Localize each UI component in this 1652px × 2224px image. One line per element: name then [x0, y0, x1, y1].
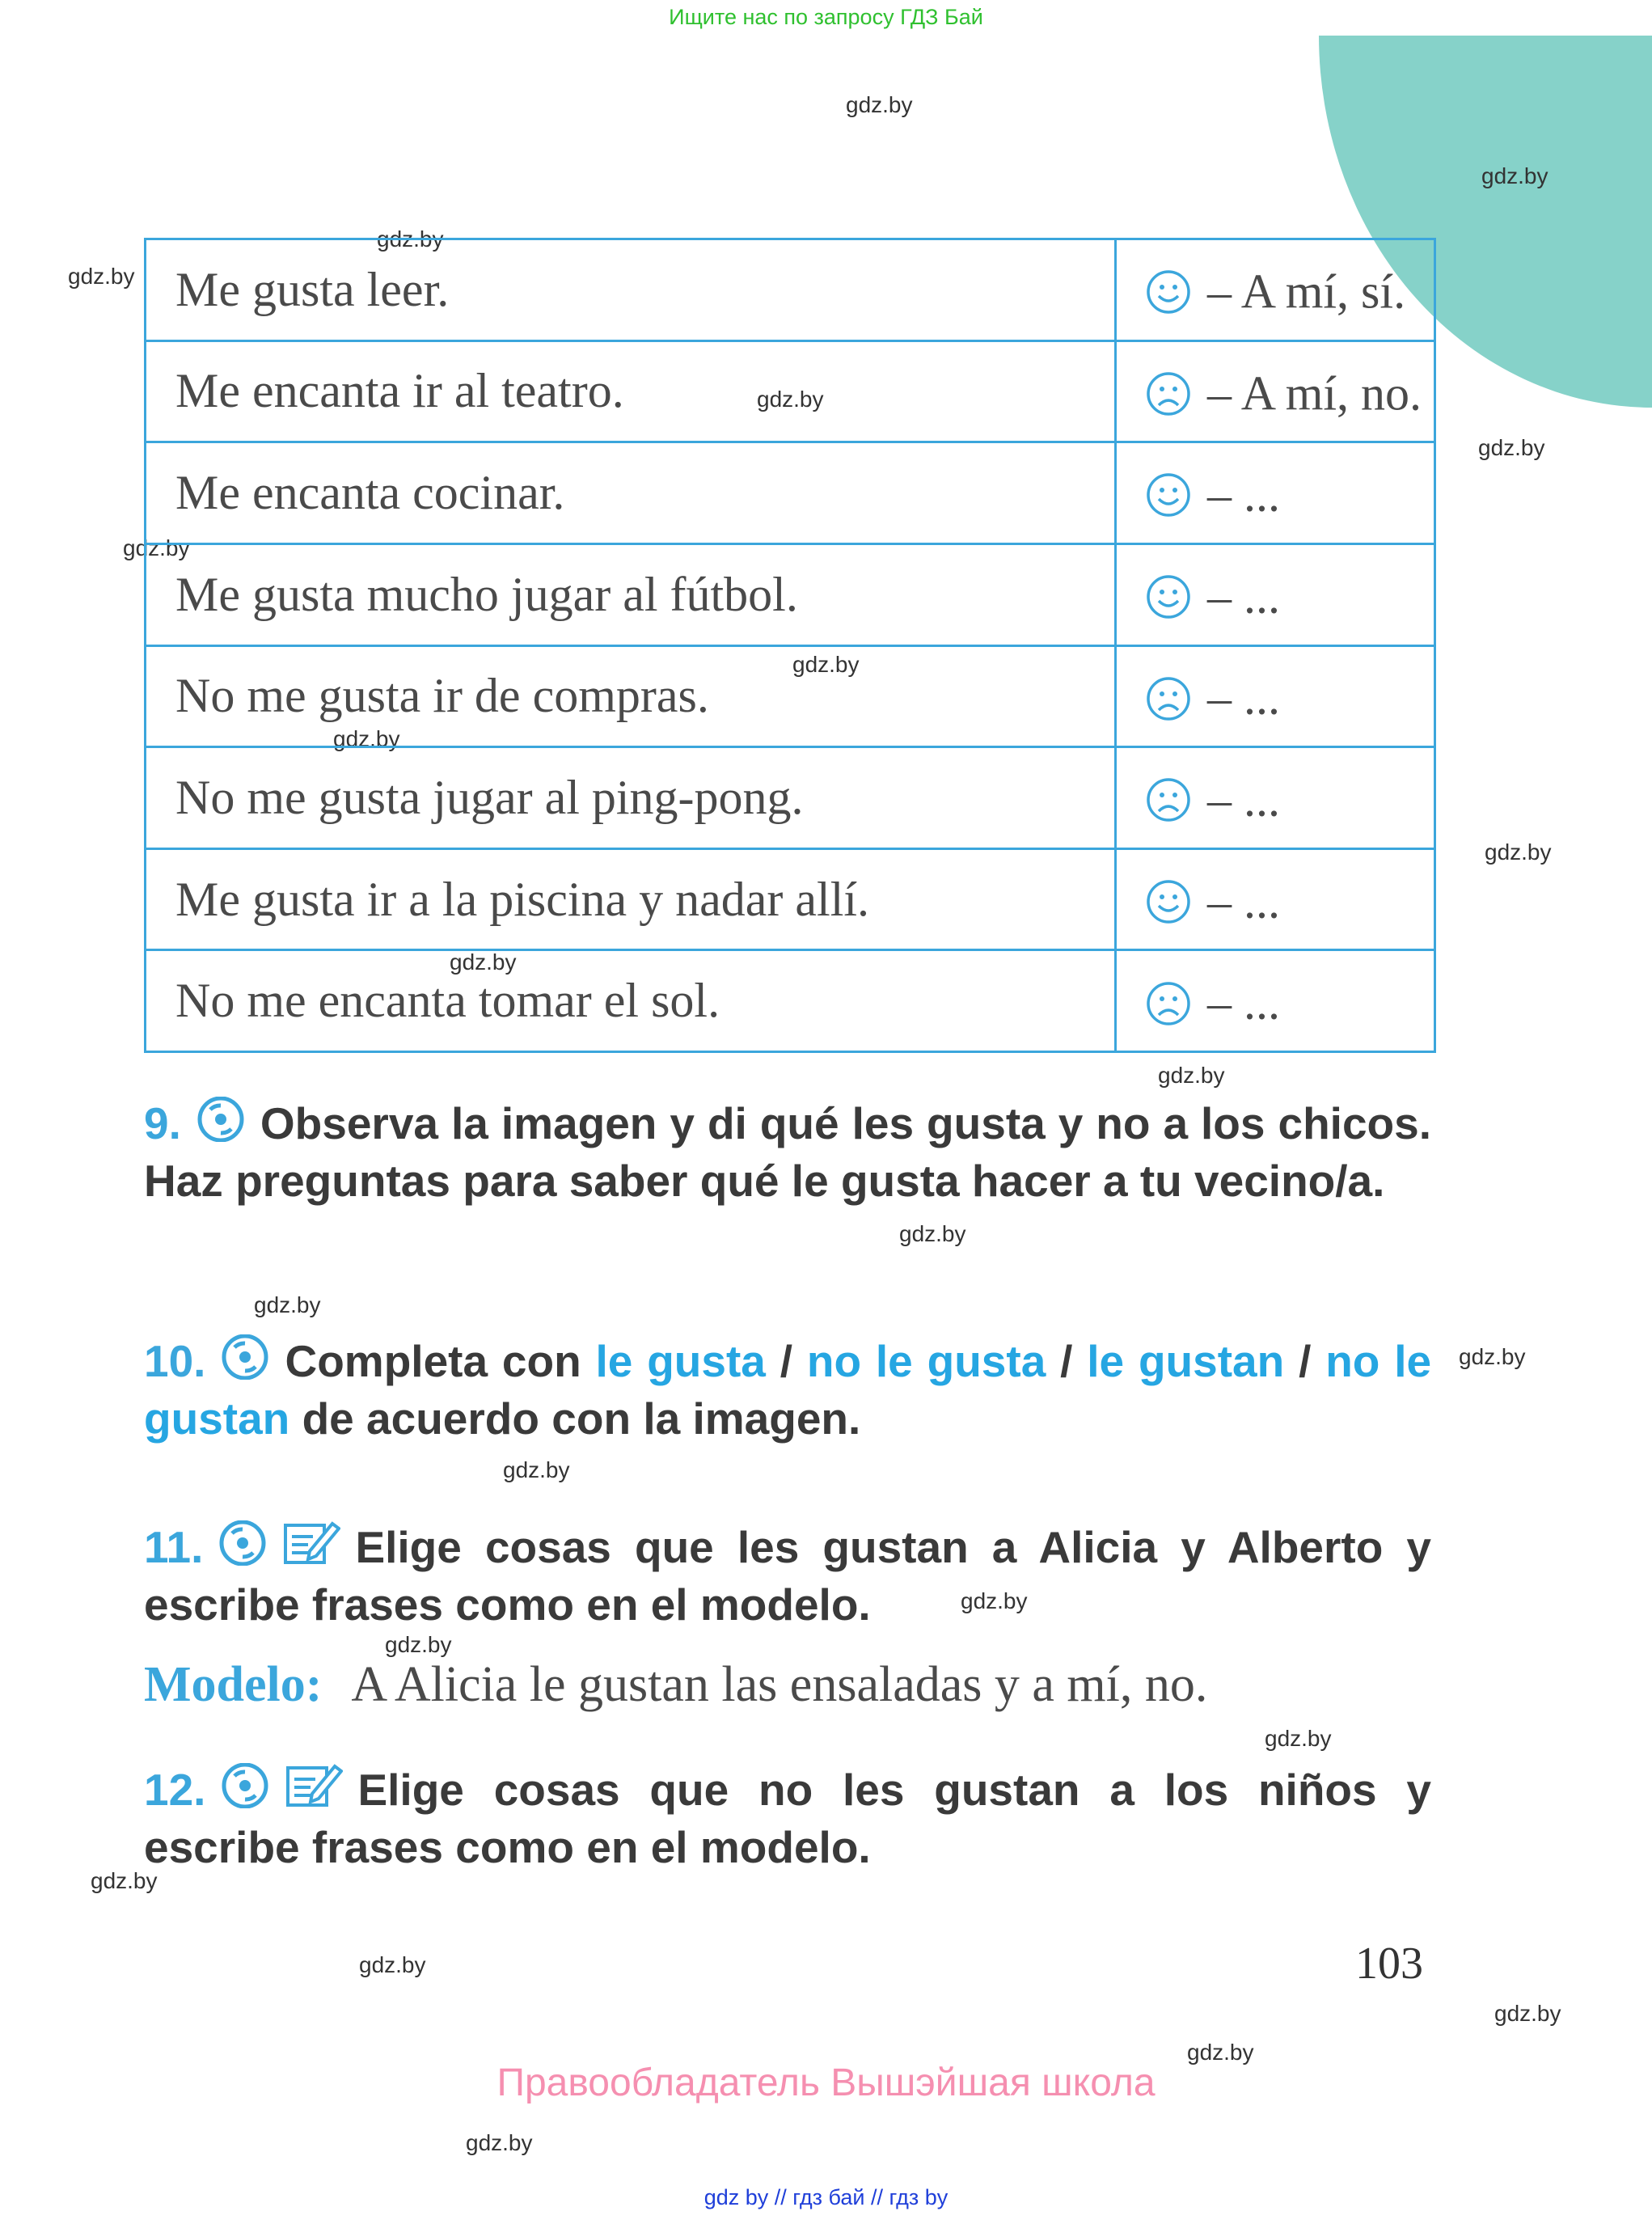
model-text: A Alicia le gustan las ensaladas y a mí, no.	[351, 1657, 1208, 1712]
smile-icon	[1146, 565, 1207, 619]
watermark: gdz.by	[450, 949, 517, 975]
task-11	[144, 1519, 1431, 1632]
watermark: gdz.by	[359, 1952, 426, 1977]
watermark: gdz.by	[1187, 2040, 1254, 2065]
response-text: – ...	[1207, 976, 1280, 1030]
watermark: gdz.by	[961, 1588, 1028, 1613]
task-text: Completa con	[285, 1336, 581, 1386]
response-cell	[1116, 543, 1435, 645]
response-cell	[1116, 747, 1435, 849]
response-cell	[1116, 950, 1435, 1052]
watermark: gdz.by	[377, 226, 444, 252]
separator: /	[1060, 1336, 1073, 1386]
phrase-cell: No me encanta tomar el sol.	[146, 950, 1116, 1052]
task-9	[144, 1097, 1431, 1208]
response-text: – ...	[1207, 671, 1280, 725]
task-text: de acuerdo con la imagen.	[302, 1393, 861, 1444]
frown-icon	[1146, 666, 1207, 720]
response-cell	[1116, 645, 1435, 747]
task-text: Observa la imagen y di qué les gusta y no a los chicos. Haz preguntas para saber qué le gusta hacer a tu vecino/a.	[144, 1098, 1431, 1206]
option-no-le-gustan: no le gustan	[144, 1336, 1432, 1444]
watermark: gdz.by	[846, 92, 913, 117]
table-row	[146, 645, 1435, 747]
task-number: 11.	[144, 1522, 204, 1572]
watermark: gdz.by	[1158, 1063, 1225, 1088]
smile-icon	[1146, 870, 1207, 924]
watermark: gdz.by	[503, 1457, 570, 1482]
watermark: gdz.by	[254, 1292, 321, 1317]
separator: /	[780, 1336, 793, 1386]
table-row	[146, 340, 1435, 442]
option-le-gusta: le gusta	[595, 1336, 766, 1386]
response-text: – A mí, no.	[1207, 366, 1422, 421]
response-text: – A mí, sí.	[1207, 264, 1406, 319]
phrase-cell: Me gusta leer.	[146, 239, 1116, 341]
watermark: gdz.by	[123, 535, 190, 560]
table-row	[146, 950, 1435, 1052]
table-row	[146, 543, 1435, 645]
cd-icon	[196, 1097, 246, 1154]
table-row	[146, 239, 1435, 341]
option-le-gustan: le gustan	[1087, 1336, 1285, 1386]
watermark: gdz.by	[1265, 1726, 1332, 1751]
watermark: gdz.by	[1494, 2001, 1561, 2026]
write-icon	[285, 1761, 343, 1820]
response-text: – ...	[1207, 772, 1280, 827]
watermark: gdz.by	[333, 726, 400, 751]
watermark: gdz.by	[1478, 435, 1545, 460]
watermark: gdz.by	[91, 1868, 158, 1893]
separator: /	[1299, 1336, 1312, 1386]
response-text: – ...	[1207, 569, 1280, 624]
watermark: gdz.by	[68, 264, 135, 289]
task-number: 12.	[144, 1765, 206, 1815]
phrase-cell: Me encanta cocinar.	[146, 442, 1116, 544]
copyright-holder: Правообладатель Вышэйшая школа	[496, 2061, 1156, 2104]
task-12	[144, 1761, 1431, 1875]
write-icon	[282, 1519, 340, 1578]
response-cell	[1116, 239, 1435, 341]
task-text: Elige cosas que no les gustan a los niños y escribe frases como en el modelo.	[144, 1765, 1431, 1872]
bottom-links[interactable]: gdz by // гдз бай // гдз by	[703, 2185, 949, 2209]
smile-icon	[1146, 260, 1207, 314]
response-cell	[1116, 340, 1435, 442]
task-text: Elige cosas que les gustan a Alicia y Alberto y escribe frases como en el modelo.	[144, 1522, 1431, 1630]
watermark: gdz.by	[792, 652, 860, 677]
task-number: 9.	[144, 1098, 181, 1148]
task-10	[144, 1334, 1431, 1446]
frown-icon	[1146, 768, 1207, 822]
table-row	[146, 747, 1435, 849]
cd-icon	[220, 1763, 270, 1820]
task-number: 10.	[144, 1336, 206, 1386]
watermark: gdz.by	[757, 387, 824, 412]
watermark: gdz.by	[1485, 839, 1552, 865]
watermark: gdz.by	[385, 1632, 452, 1657]
phrase-cell: Me gusta mucho jugar al fútbol.	[146, 543, 1116, 645]
phrase-table	[144, 238, 1436, 1053]
phrase-cell: Me gusta ir a la piscina y nadar allí.	[146, 848, 1116, 950]
frown-icon	[1146, 971, 1207, 1025]
model-label: Modelo:	[144, 1657, 323, 1712]
table-row	[146, 848, 1435, 950]
response-cell	[1116, 442, 1435, 544]
watermark: gdz.by	[899, 1221, 966, 1246]
phrase-cell: No me gusta jugar al ping-pong.	[146, 747, 1116, 849]
model-sentence	[144, 1656, 1207, 1714]
phrase-cell: No me gusta ir de compras.	[146, 645, 1116, 747]
response-cell	[1116, 848, 1435, 950]
response-text: – ...	[1207, 874, 1280, 928]
response-text: – ...	[1207, 467, 1280, 522]
watermark: gdz.by	[466, 2130, 533, 2155]
watermark: gdz.by	[1459, 1344, 1526, 1369]
smile-icon	[1146, 463, 1207, 517]
page-number: 103	[1355, 1939, 1423, 1989]
table-row	[146, 442, 1435, 544]
phrase-cell: Me encanta ir al teatro.	[146, 340, 1116, 442]
frown-icon	[1146, 362, 1207, 416]
watermark: gdz.by	[1481, 163, 1548, 188]
cd-icon	[220, 1334, 270, 1392]
option-no-le-gusta: no le gusta	[806, 1336, 1046, 1386]
top-note: Ищите нас по запросу ГДЗ Бай	[669, 5, 983, 29]
cd-icon	[218, 1520, 268, 1578]
